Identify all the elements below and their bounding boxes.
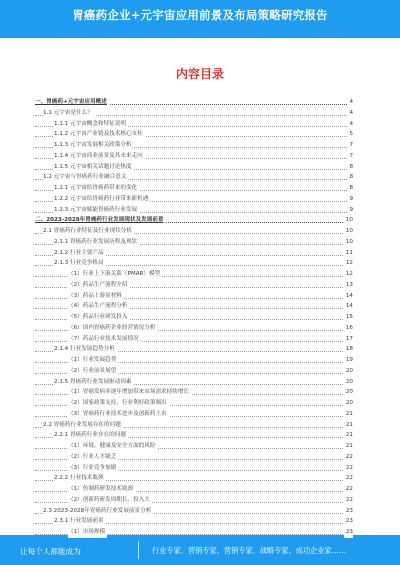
toc-entry-page: 20 bbox=[344, 387, 353, 398]
toc-entry-page: 21 bbox=[344, 430, 353, 441]
toc-entry-page: 20 bbox=[344, 377, 353, 388]
toc-entry-page: 8 bbox=[347, 172, 353, 183]
toc-entry[interactable] bbox=[35, 226, 353, 237]
toc-entry[interactable] bbox=[35, 430, 353, 441]
toc-entry[interactable] bbox=[35, 151, 353, 162]
report-title: 胃癌药企业+元宇宙应用前景及布局策略研究报告 bbox=[72, 8, 328, 22]
toc-entry[interactable] bbox=[35, 237, 353, 248]
toc-entry-page: 15 bbox=[344, 312, 353, 323]
toc-entry-page: 16 bbox=[344, 323, 353, 334]
toc-entry[interactable] bbox=[35, 258, 353, 269]
toc-entry-page: 12 bbox=[344, 258, 353, 269]
toc-entry-page: 8 bbox=[347, 162, 353, 173]
toc-entry-page: 20 bbox=[344, 398, 353, 409]
toc-entry-label: （3）行业竞争加剧 bbox=[68, 463, 118, 474]
toc-entry-label: 2.2.1 胃癌药行业存在的问题 bbox=[54, 430, 128, 441]
toc-entry-label: 1.2.2 元宇宙给胃癌药行业带来新机遇 bbox=[54, 194, 150, 205]
toc-entry-label: （1）行业发展趋势 bbox=[68, 355, 118, 366]
toc-entry[interactable] bbox=[35, 334, 353, 345]
toc-entry-page: 9 bbox=[347, 205, 353, 216]
toc-entry-label: （7）药品行业技术发展情况 bbox=[68, 334, 141, 345]
toc-entry-page: 14 bbox=[344, 291, 353, 302]
toc-entry-label: （2）行业前景展望 bbox=[68, 366, 118, 377]
toc-entry-page: 23 bbox=[344, 527, 353, 538]
toc-entry[interactable] bbox=[35, 409, 353, 420]
table-of-contents bbox=[35, 97, 353, 538]
toc-entry-label: （2）国家政策支持，行业利好政策频出 bbox=[68, 398, 169, 409]
toc-entry-label: 2.2 胃癌药行业发展存在的问题 bbox=[43, 420, 123, 431]
toc-entry-label: （2）药品生产流程介绍 bbox=[68, 280, 130, 291]
toc-entry-label: （1）行业上下游关系（PMAR）模型 bbox=[68, 269, 162, 280]
toc-entry-page: 19 bbox=[344, 355, 353, 366]
toc-entry-page: 21 bbox=[344, 409, 353, 420]
toc-entry[interactable] bbox=[35, 473, 353, 484]
toc-entry[interactable] bbox=[35, 377, 353, 388]
toc-entry[interactable] bbox=[35, 248, 353, 259]
toc-entry-label: （3）药品上游原材料 bbox=[68, 291, 124, 302]
footer-tagline: 行业专家、营销专家、营销专家、战略专家、成功企业家…… bbox=[152, 546, 347, 555]
toc-entry[interactable] bbox=[35, 312, 353, 323]
toc-entry-label: 2.1.5 胃癌药行业发展驱动因素 bbox=[54, 377, 134, 388]
toc-entry-page: 4 bbox=[347, 97, 353, 108]
toc-entry-page: 17 bbox=[344, 334, 353, 345]
toc-entry-label: （1）仿制药研发技术瓶颈 bbox=[68, 484, 135, 495]
toc-entry-label: （4）药品生产流程分析 bbox=[68, 301, 130, 312]
toc-entry[interactable] bbox=[35, 215, 353, 226]
toc-entry-page: 5 bbox=[347, 129, 353, 140]
toc-entry-label: （1）胃癌发病率逐年增加带来市场需求持续增长 bbox=[68, 387, 191, 398]
toc-entry[interactable] bbox=[35, 506, 353, 517]
toc-entry-label: 1.2.1 元宇宙给胃癌药带来的变化 bbox=[54, 183, 139, 194]
toc-entry-label: 2.1 胃癌药行业特征及行业现状分析 bbox=[43, 226, 134, 237]
toc-entry-page: 14 bbox=[344, 301, 353, 312]
toc-entry-label: （2）创新药研发周期长、投入大 bbox=[68, 495, 152, 506]
toc-entry[interactable] bbox=[35, 420, 353, 431]
toc-entry-page: 22 bbox=[344, 452, 353, 463]
toc-entry-label: 二、2023-2028年胃癌药行业发展现状及发展前景 bbox=[35, 215, 166, 226]
toc-entry[interactable] bbox=[35, 291, 353, 302]
toc-entry-page: 22 bbox=[344, 463, 353, 474]
toc-entry-page: 8 bbox=[347, 183, 353, 194]
toc-entry[interactable] bbox=[35, 495, 353, 506]
toc-entry-label: 2.3.1 行业发展前景 bbox=[54, 516, 106, 527]
toc-entry[interactable] bbox=[35, 366, 353, 377]
toc-entry-label: （2）行业人才缺乏 bbox=[68, 452, 118, 463]
toc-entry-label: （1）环境、健康及安全方面的风险 bbox=[68, 441, 157, 452]
toc-entry-label: 1.1.1 元宇宙概念和特征说明 bbox=[54, 119, 128, 130]
toc-entry[interactable] bbox=[35, 323, 353, 334]
toc-entry-label: （3）胃癌药行业技术进步及创新药上市 bbox=[68, 409, 169, 420]
footer-divider bbox=[138, 541, 139, 559]
toc-entry-label: （5）药品行业研发投入 bbox=[68, 312, 130, 323]
toc-entry[interactable] bbox=[35, 140, 353, 151]
toc-entry-page: 10 bbox=[344, 215, 353, 226]
toc-entry[interactable] bbox=[35, 183, 353, 194]
toc-entry-label: 1.1.5 元宇宙相关话题讨论热度 bbox=[54, 162, 134, 173]
toc-entry-page: 11 bbox=[344, 248, 353, 259]
toc-entry[interactable] bbox=[35, 355, 353, 366]
toc-entry-label: 2.2.2 行业技术瓶颈 bbox=[54, 473, 106, 484]
toc-entry-label: （6）国内胃癌药企业经营情况分析 bbox=[68, 323, 157, 334]
toc-entry-label: 一、胃癌药+元宇宙应用概述 bbox=[35, 97, 109, 108]
report-header-bar bbox=[0, 0, 400, 38]
toc-entry[interactable] bbox=[35, 129, 353, 140]
toc-entry[interactable] bbox=[35, 205, 353, 216]
toc-entry[interactable] bbox=[35, 172, 353, 183]
toc-entry-label: 2.1.2 行业主要产品 bbox=[54, 248, 106, 259]
toc-entry-page: 21 bbox=[344, 441, 353, 452]
toc-entry-page: 7 bbox=[347, 151, 353, 162]
toc-entry-page: 4 bbox=[347, 119, 353, 130]
toc-entry-label: 1.1.3 元宇宙发展相关政策分析 bbox=[54, 140, 134, 151]
toc-entry[interactable] bbox=[35, 484, 353, 495]
toc-entry-page: 20 bbox=[344, 366, 353, 377]
toc-entry-page: 23 bbox=[344, 516, 353, 527]
toc-entry-page: 22 bbox=[344, 495, 353, 506]
toc-entry-page: 12 bbox=[344, 269, 353, 280]
toc-entry-page: 4 bbox=[347, 108, 353, 119]
toc-entry[interactable] bbox=[35, 463, 353, 474]
toc-entry-page: 9 bbox=[347, 194, 353, 205]
toc-entry-label: 2.1.1 胃癌药行业发展历程及现状 bbox=[54, 237, 139, 248]
toc-entry-page: 10 bbox=[344, 226, 353, 237]
toc-entry-page: 21 bbox=[344, 420, 353, 431]
toc-entry-page: 18 bbox=[344, 344, 353, 355]
toc-entry[interactable] bbox=[35, 162, 353, 173]
toc-entry[interactable] bbox=[35, 194, 353, 205]
toc-entry[interactable] bbox=[35, 108, 353, 119]
toc-entry-page: 22 bbox=[344, 473, 353, 484]
toc-entry-label: 1.1 元宇宙是什么？ bbox=[43, 108, 95, 119]
toc-entry[interactable] bbox=[35, 344, 353, 355]
toc-entry-label: 1.2.3 元宇宙赋能胃癌药行业发展 bbox=[54, 205, 139, 216]
toc-entry-label: 1.2 元宇宙与胃癌药行业融合意义 bbox=[43, 172, 128, 183]
toc-entry-page: 10 bbox=[344, 237, 353, 248]
toc-entry-label: （1）市场规模 bbox=[68, 527, 107, 538]
toc-entry[interactable] bbox=[35, 452, 353, 463]
toc-entry-label: 2.1.3 行业竞争格局 bbox=[54, 258, 106, 269]
toc-entry[interactable] bbox=[35, 97, 353, 108]
footer-slogan: 让每个人都能成为 bbox=[20, 547, 81, 556]
toc-entry-page: 7 bbox=[347, 140, 353, 151]
toc-entry[interactable] bbox=[35, 280, 353, 291]
toc-entry-label: 1.1.4 元宇宙商业前景及其未来走向 bbox=[54, 151, 145, 162]
toc-entry[interactable] bbox=[35, 301, 353, 312]
toc-entry-page: 13 bbox=[344, 280, 353, 291]
toc-entry[interactable] bbox=[35, 119, 353, 130]
toc-entry[interactable] bbox=[35, 398, 353, 409]
toc-heading: 内容目录 bbox=[175, 67, 224, 81]
toc-entry[interactable] bbox=[35, 441, 353, 452]
toc-entry-page: 22 bbox=[344, 484, 353, 495]
toc-entry-label: 2.1.4 行业发展趋势分析 bbox=[54, 344, 117, 355]
footer-bar bbox=[0, 535, 400, 565]
toc-entry-label: 2.3 2023-2028年胃癌药行业发展前景分析 bbox=[43, 506, 153, 517]
toc-entry[interactable] bbox=[35, 269, 353, 280]
toc-entry-label: 1.1.2 元宇宙产业链及技术核心支柱 bbox=[54, 129, 145, 140]
toc-entry[interactable] bbox=[35, 516, 353, 527]
toc-entry-page: 23 bbox=[344, 506, 353, 517]
toc-entry[interactable] bbox=[35, 387, 353, 398]
